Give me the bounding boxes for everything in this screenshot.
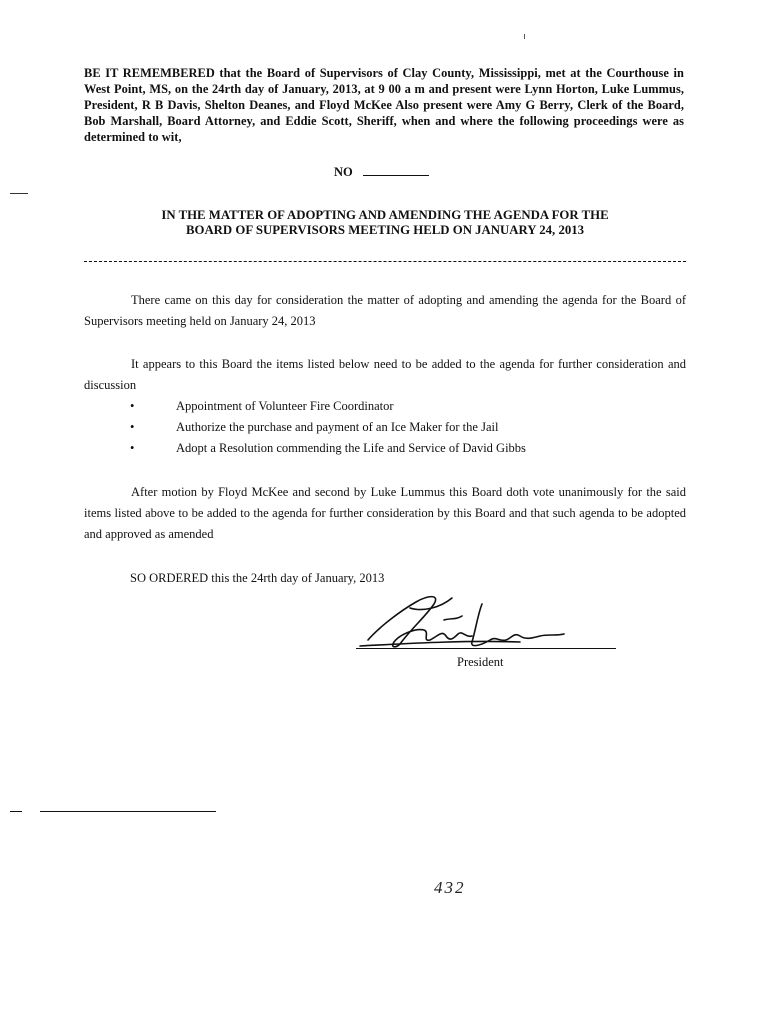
resolution-number — [334, 165, 429, 180]
matter-title-line1: IN THE MATTER OF ADOPTING AND AMENDING THE AGENDA FOR THE — [161, 208, 609, 222]
margin-mark — [10, 811, 22, 812]
bullet-icon: • — [130, 399, 135, 413]
list-item — [130, 417, 690, 438]
margin-mark — [10, 193, 28, 194]
signature-caption: President — [457, 655, 504, 669]
list-item-text: Appointment of Volunteer Fire Coordinator — [176, 399, 394, 413]
signature-line — [356, 648, 616, 649]
scan-mark — [524, 34, 525, 39]
list-item — [130, 438, 690, 459]
number-blank — [363, 165, 429, 176]
page-number: 432 — [434, 878, 466, 897]
bullet-icon: • — [130, 420, 135, 434]
list-item-text: Adopt a Resolution commending the Life and Service of David Gibbs — [176, 441, 526, 455]
matter-title-line2: BOARD OF SUPERVISORS MEETING HELD ON JANUARY 24, 2013 — [185, 223, 585, 237]
margin-rule — [40, 811, 216, 812]
list-item — [130, 396, 690, 417]
bullet-icon: • — [130, 441, 135, 455]
so-ordered-line: SO ORDERED this the 24rth day of January, 2013 — [130, 571, 385, 585]
list-item-text: Authorize the purchase and payment of an Ice Maker for the Jail — [176, 420, 499, 434]
matter-title — [95, 208, 675, 238]
president-signature — [350, 590, 580, 652]
intro-paragraph: BE IT REMEMBERED that the Board of Supervisors of Clay County, Mississippi, met at the Courthouse in West Point, MS, on the 24rth day of January, 2013, at 9 00 a m and present were Lynn Horton, Luke Lummus, President, R B Davis, Shelton Deanes, and Floyd McKee Also present were Amy G Berry, Clerk of the Board, Bob Marshall, Board Attorney, and Eddie Scott, Sheriff, when and where the following proceedings were as determined to wit, — [84, 66, 684, 144]
motion-paragraph: After motion by Floyd McKee and second by Luke Lummus this Board doth vote unanimously for the said items listed above to be added to the agenda for further consideration by this Board and that such agenda to be adopted and approved as amended — [84, 485, 686, 541]
no-label: NO — [334, 165, 353, 179]
agenda-items-list — [130, 396, 690, 459]
consideration-paragraph: There came on this day for consideration the matter of adopting and amending the agenda for the Board of Supervisors meeting held on January 24, 2013 — [84, 293, 686, 328]
items-intro-paragraph: It appears to this Board the items listed below need to be added to the agenda for further consideration and discussion — [84, 357, 686, 392]
section-divider — [84, 261, 686, 262]
